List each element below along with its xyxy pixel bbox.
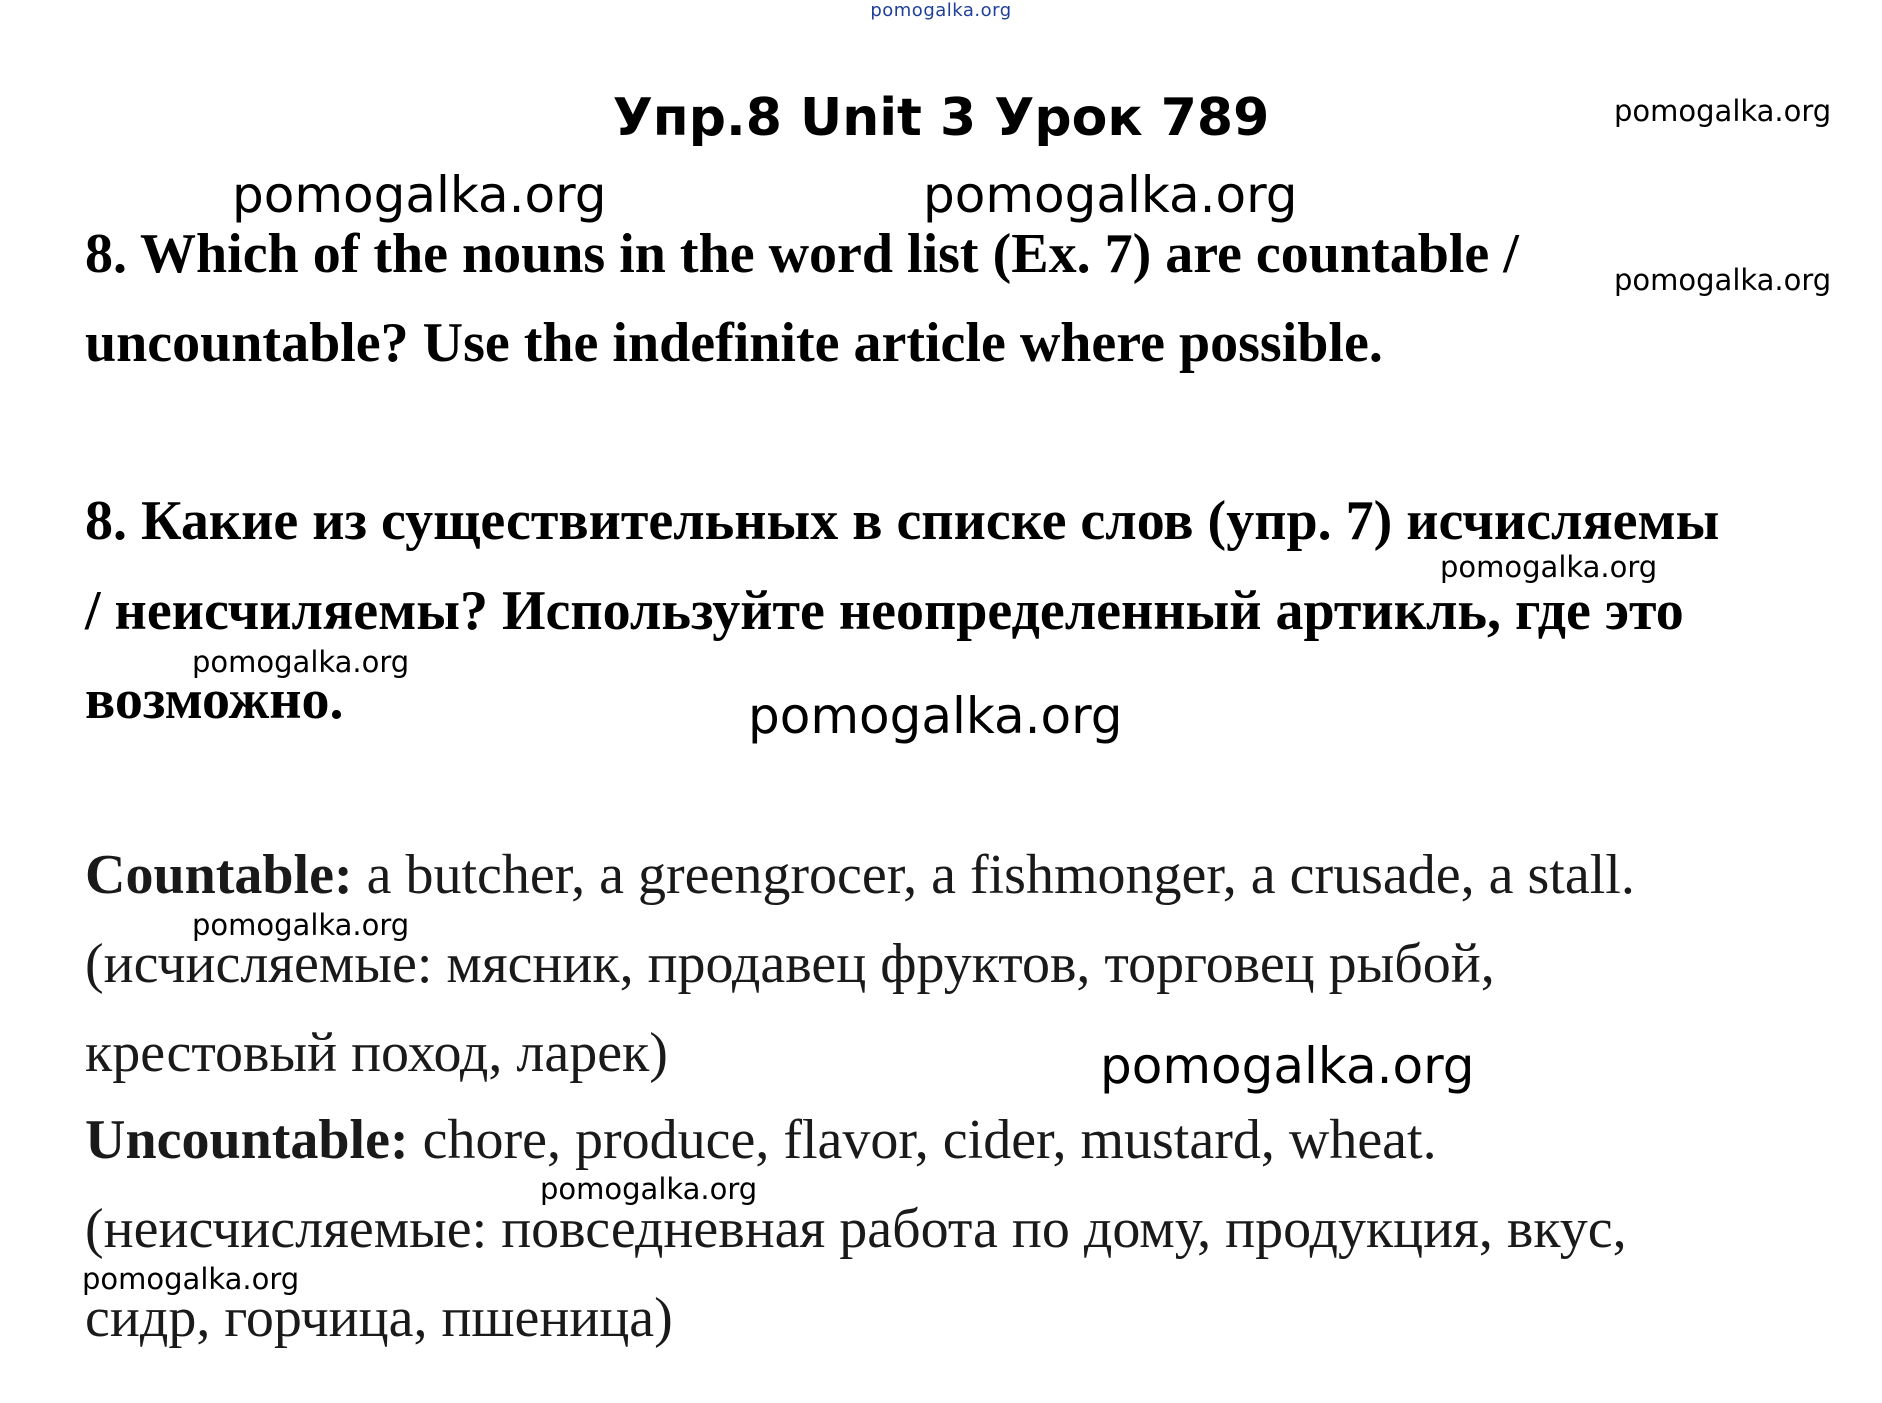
task-ru-line-1: 8. Какие из существительных в списке слов (упр. 7) исчисляемы bbox=[85, 490, 1720, 552]
task-en-line-1: 8. Which of the nouns in the word list (Ex. 7) are countable / bbox=[85, 223, 1519, 285]
watermark: pomogalka.org bbox=[1614, 94, 1832, 128]
uncountable-ru-line-2: сидр, горчица, пшеница) bbox=[85, 1287, 673, 1349]
watermark: pomogalka.org bbox=[748, 687, 1123, 745]
uncountable-answer bbox=[85, 1107, 1437, 1173]
uncountable-ru-line-1: (неисчисляемые: повседневная работа по дому, продукция, вкус, bbox=[85, 1198, 1627, 1260]
watermark: pomogalka.org bbox=[232, 166, 607, 224]
uncountable-label: Uncountable: bbox=[85, 1109, 409, 1171]
watermark: pomogalka.org bbox=[540, 1172, 758, 1206]
page-title: Упр.8 Unit 3 Урок 789 bbox=[612, 88, 1270, 148]
countable-ru-line-2: крестовый поход, ларек) bbox=[85, 1022, 668, 1084]
countable-label: Countable: bbox=[85, 844, 353, 906]
countable-text: a butcher, a greengrocer, a fishmonger, a crusade, a stall. bbox=[352, 844, 1635, 906]
watermark: pomogalka.org bbox=[82, 1262, 300, 1296]
task-ru-line-2: / неисчиляемы? Используйте неопределенный артикль, где это bbox=[85, 580, 1684, 642]
countable-ru-line-1: (исчисляемые: мясник, продавец фруктов, торговец рыбой, bbox=[85, 933, 1495, 995]
watermark-top: pomogalka.org bbox=[870, 0, 1012, 21]
uncountable-text: chore, produce, flavor, cider, mustard, wheat. bbox=[408, 1109, 1437, 1171]
watermark: pomogalka.org bbox=[1440, 550, 1658, 584]
watermark: pomogalka.org bbox=[1614, 263, 1832, 297]
task-en-line-2: uncountable? Use the indefinite article where possible. bbox=[85, 312, 1383, 374]
watermark: pomogalka.org bbox=[192, 908, 410, 942]
watermark: pomogalka.org bbox=[1100, 1037, 1475, 1095]
watermark: pomogalka.org bbox=[923, 166, 1298, 224]
task-ru-line-3: возможно. bbox=[85, 669, 344, 731]
countable-answer bbox=[85, 842, 1635, 908]
watermark: pomogalka.org bbox=[192, 645, 410, 679]
